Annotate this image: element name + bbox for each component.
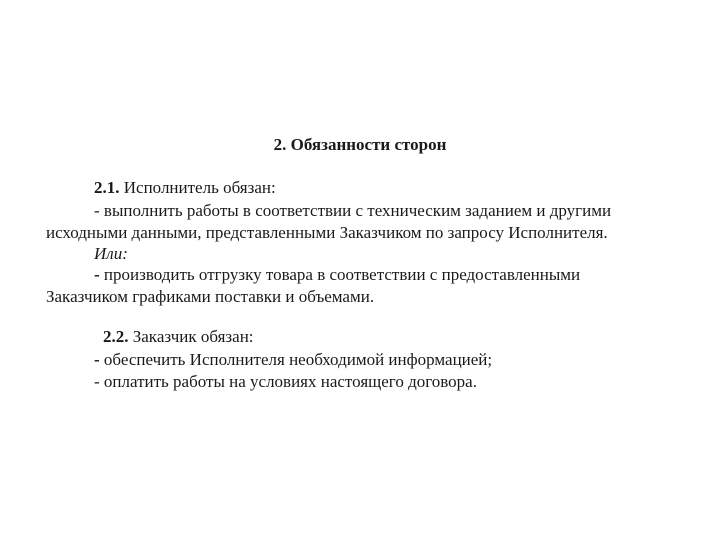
alternative-label: Или: [94,244,128,263]
clause-2-1-title [94,178,276,198]
section-heading: 2. Обязанности сторон [273,135,447,154]
clause-2-2-item-1 [94,350,492,370]
clause-number: 2.1. [94,178,120,197]
clause-number: 2.2. [103,327,129,346]
clause-2-1-item-1-line-2: исходными данными, представленными Заказчиком по запросу Исполнителя. [46,223,608,242]
clause-title: Исполнитель обязан: [119,178,276,197]
clause-2-1-item-1-line-1: - выполнить работы в соответствии с техническим заданием и другими [94,201,612,220]
clause-2-2-item-2: - оплатить работы на условиях настоящего договора. [94,372,477,391]
list-dash: - [94,350,100,369]
list-dash: - [94,265,100,284]
list-text: производить отгрузку товара в соответствии с предоставленными [99,265,581,284]
clause-2-1-item-2-line-1 [94,265,580,285]
clause-2-1-item-2-line-2: Заказчиком графиками поставки и объемами. [46,287,375,306]
list-text: обеспечить Исполнителя необходимой информацией; [99,350,493,369]
clause-title: Заказчик обязан: [128,327,254,346]
clause-2-2-title [103,327,254,347]
